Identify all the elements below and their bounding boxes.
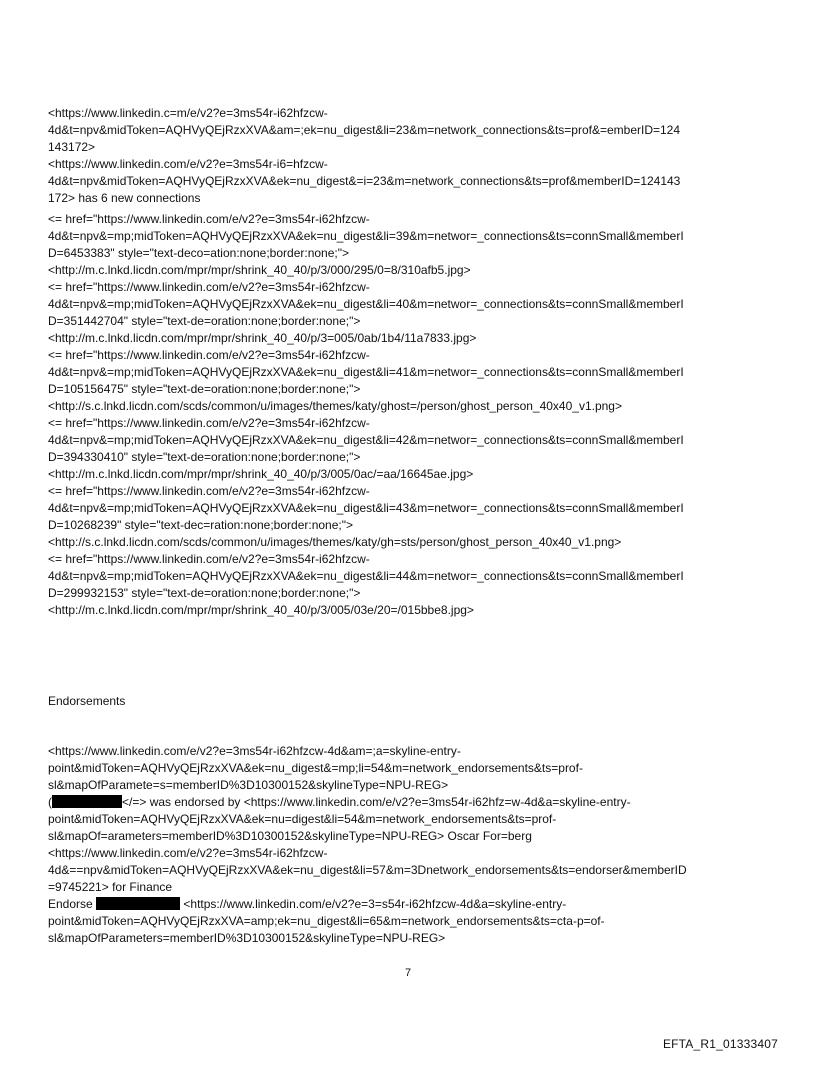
text-line: sl&mapOfParameters=memberID%3D10300152&skylineType=NPU-REG> [48,931,446,945]
text-line: sl&mapOfParamete=s=memberID%3D10300152&skylineType=NPU-REG> [48,778,449,792]
text-line [48,896,776,913]
text-line: point&midToken=AQHVyQEjRzxXVA&ek=nu=digest&li=54&m=network_endorsements&ts=prof- [48,812,557,826]
text-line: 4d&t=npv&=mp;midToken=AQHVyQEjRzxXVA&ek=nu_digest&li=44&m=networ=_connections&ts=connSmall&memberI [48,569,684,583]
text-fragment: ( [48,795,52,809]
redaction-box [52,795,122,808]
redaction-box [96,897,180,910]
text-line: <= href="https://www.linkedin.com/e/v2?e=3ms54r-i62hfzcw- [48,280,370,294]
text-fragment: <https://www.linkedin.com/e/v2?e=3=s54r-i62hfzcw-4d&a=skyline-entry- [180,897,567,911]
text-line: 4d&t=npv&midToken=AQHVyQEjRzxXVA&ek=nu_digest&=i=23&m=network_connections&ts=prof&memberID=124143 [48,174,681,188]
text-line: <http://m.c.lnkd.licdn.com/mpr/mpr/shrink_40_40/p/3/000/295/0=8/310afb5.jpg> [48,263,471,277]
text-line: 4d&t=npv&=mp;midToken=AQHVyQEjRzxXVA&ek=nu_digest&li=42&m=networ=_connections&ts=connSmall&memberI [48,433,684,447]
text-line: <= href="https://www.linkedin.com/e/v2?e=3ms54r-i62hfzcw- [48,484,370,498]
text-line: <= href="https://www.linkedin.com/e/v2?e=3ms54r-i62hfzcw- [48,212,370,226]
text-line: <https://www.linkedin.c=m/e/v2?e=3ms54r-i62hfzcw- [48,106,328,120]
text-line: point&midToken=AQHVyQEjRzxXVA&ek=nu_digest&=mp;li=54&m=network_endorsements&ts=prof- [48,761,583,775]
text-line: 4d&==npv&midToken=AQHVyQEjRzxXVA&ek=nu_digest&li=57&m=3Dnetwork_endorsements&ts=endorser&memberID [48,863,687,877]
text-line: <= href="https://www.linkedin.com/e/v2?e=3ms54r-i62hfzcw- [48,416,370,430]
connection-links-text-block [48,211,776,619]
text-line: 4d&t=npv&=mp;midToken=AQHVyQEjRzxXVA&ek=nu_digest&li=43&m=networ=_connections&ts=connSmall&memberI [48,501,684,515]
text-line: <https://www.linkedin.com/e/v2?e=3ms54r-i62hfzcw- [48,846,328,860]
text-line: D=105156475" style="text-de=oration:none;border:none;"> [48,382,361,396]
text-line: 4d&t=npv&=mp;midToken=AQHVyQEjRzxXVA&ek=nu_digest&li=39&m=networ=_connections&ts=connSmall&memberI [48,229,684,243]
text-line: 4d&t=npv&midToken=AQHVyQEjRzxXVA&am=;ek=nu_digest&li=23&m=network_connections&ts=prof&=emberID=124 [48,123,681,137]
text-line: <http://m.c.lnkd.licdn.com/mpr/mpr/shrink_40_40/p/3/005/03e/20=/015bbe8.jpg> [48,603,474,617]
text-line: D=394330410" style="text-de=oration:none;border:none;"> [48,450,361,464]
page-number: 7 [404,967,412,979]
text-line: 143172> [48,140,96,154]
text-line: 4d&t=npv&=mp;midToken=AQHVyQEjRzxXVA&ek=nu_digest&li=41&m=networ=_connections&ts=connSmall&memberI [48,365,684,379]
text-line: D=299932153" style="text-de=oration:none;border:none;"> [48,586,361,600]
text-line: <http://m.c.lnkd.licdn.com/mpr/mpr/shrink_40_40/p/3=005/0ab/1b4/11a7833.jpg> [48,331,477,345]
endorsements-heading: Endorsements [48,694,126,708]
text-line: <http://m.c.lnkd.licdn.com/mpr/mpr/shrink_40_40/p/3/005/0ac/=aa/16645ae.jpg> [48,467,474,481]
text-line: <http://s.c.lnkd.licdn.com/scds/common/u/images/themes/katy/ghost=/person/ghost_person_40x40_v1.png> [48,399,622,413]
text-line: point&midToken=AQHVyQEjRzxXVA=amp;ek=nu_digest&li=65&m=network_endorsements&ts=cta-p=of- [48,914,605,928]
endorse-cta-text-block [48,896,776,947]
text-line: <https://www.linkedin.com/e/v2?e=3ms54r-i6=hfzcw- [48,157,328,171]
text-line: D=6453383" style="text-deco=ation:none;border:none;"> [48,246,349,260]
text-line: <= href="https://www.linkedin.com/e/v2?e=3ms54r-i62hfzcw- [48,552,370,566]
text-line [48,794,776,811]
connections-text-block [48,105,776,207]
text-line: 4d&t=npv&=mp;midToken=AQHVyQEjRzxXVA&ek=nu_digest&li=40&m=networ=_connections&ts=connSmall&memberI [48,297,684,311]
text-line: 172> has 6 new connections [48,191,201,205]
document-id: EFTA_R1_01333407 [662,1037,778,1051]
text-line: <https://www.linkedin.com/e/v2?e=3ms54r-i62hfzcw-4d&am=;a=skyline-entry- [48,744,461,758]
text-line: D=10268239" style="text-dec=ration:none;border:none;"> [48,518,353,532]
text-line: D=351442704" style="text-de=oration:none;border:none;"> [48,314,361,328]
text-fragment: Endorse [48,897,93,911]
text-line: =9745221> for Finance [48,880,173,894]
text-fragment: </=> was endorsed by <https://www.linkedin.com/e/v2?e=3ms54r-i62hfz=w-4d&a=skyline-entry- [122,795,631,809]
text-line: sl&mapOf=arameters=memberID%3D10300152&skylineType=NPU-REG> Oscar For=berg [48,829,532,843]
text-line: <http://s.c.lnkd.licdn.com/scds/common/u/images/themes/katy/gh=sts/person/ghost_person_40x40_v1.png> [48,535,622,549]
text-line: <= href="https://www.linkedin.com/e/v2?e=3ms54r-i62hfzcw- [48,348,370,362]
endorsement-text-block [48,743,776,896]
